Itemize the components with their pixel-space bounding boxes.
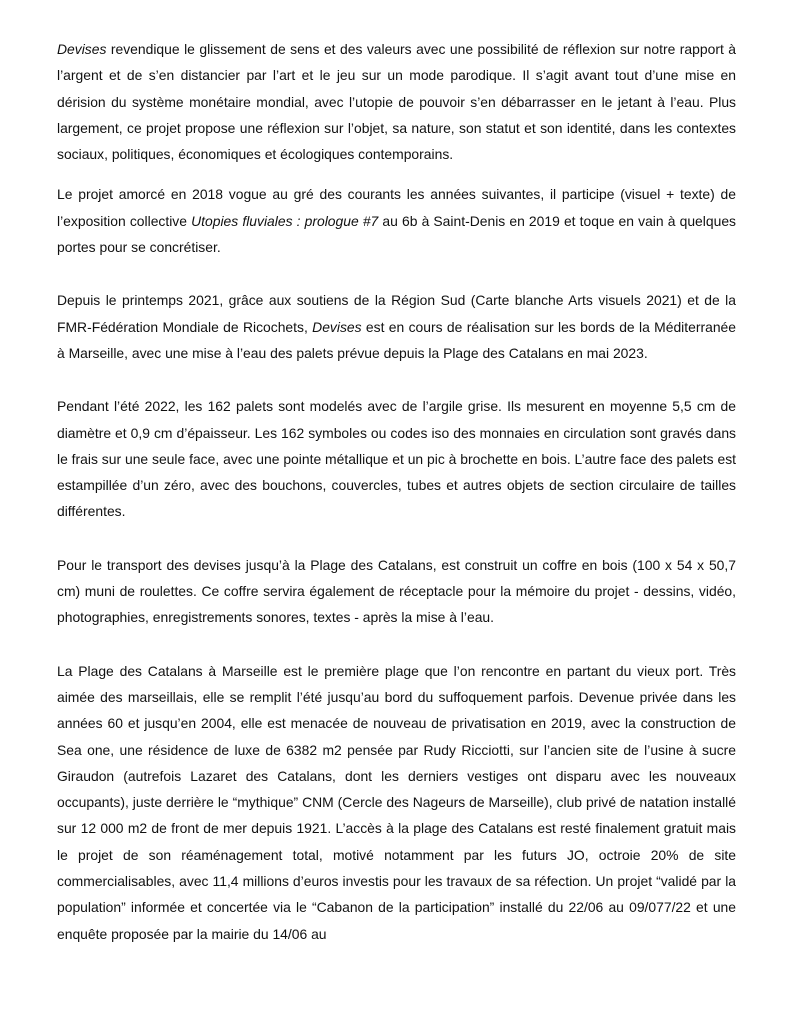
paragraph-2-text-start: Le projet amorcé en 2018 vogue au gré des courants les années suivantes, il participe (visuel + texte) de l’exposition collective <box>57 186 736 229</box>
paragraph-2 <box>57 181 736 260</box>
paragraph-5 <box>57 552 736 631</box>
paragraph-1-italic-devises: Devises <box>57 41 107 57</box>
paragraph-1-text: revendique le glissement de sens et des valeurs avec une possibilité de réflexion sur notre rapport à l’argent et de s’en distancier par l’art et le jeu sur un mode parodique. Il s’agit avant tout d’une mise en dérision du système monétaire mondial, avec l’utopie de pouvoir s’en débarrasser en le jetant à l’eau. Plus largement, ce projet propose une réflexion sur l’objet, sa nature, son statut et son identité, dans les contextes sociaux, politiques, économiques et écologiques contemporains. <box>57 41 736 163</box>
paragraph-6 <box>57 658 736 947</box>
paragraph-1 <box>57 36 736 167</box>
paragraph-3-italic-devises: Devises <box>312 318 362 335</box>
paragraph-2-text-end: au 6b à Saint-Denis en 2019 et toque en vain à quelques portes pour se concrétiser. <box>57 212 736 256</box>
paragraph-5-text: Pour le transport des devises jusqu’à la Plage des Catalans, est construit un coffre en bois (100 x 54 x 50,7 cm) muni de roulettes. Ce coffre servira également de réceptacle pour la mémoire du projet - dessins, vidéo, photographies, enregistrements sonores, textes - après la mise à l’eau. <box>57 556 736 626</box>
paragraph-3-text-start: Depuis le printemps 2021, grâce aux soutiens de la Région Sud (Carte blanche Arts visuels 2021) et de la FMR-Fédération Mondiale de Ricochets, <box>57 292 736 335</box>
paragraph-4 <box>57 393 736 524</box>
document-page <box>57 36 736 947</box>
paragraph-2-italic-exhibition-title: Utopies fluviales : prologue #7 <box>191 212 379 229</box>
paragraph-3 <box>57 287 736 366</box>
paragraph-4-text: Pendant l’été 2022, les 162 palets sont modelés avec de l’argile grise. Ils mesurent en moyenne 5,5 cm de diamètre et 0,9 cm d’épaisseur. Les 162 symboles ou codes iso des monnaies en circulation sont gravés dans le frais sur une seule face, avec une pointe métallique et un pic à brochette en bois. L’autre face des palets est estampillée d’un zéro, avec des bouchons, couvercles, tubes et autres objets de section circulaire de tailles différentes. <box>57 398 736 520</box>
paragraph-6-text: La Plage des Catalans à Marseille est le première plage que l’on rencontre en partant du vieux port. Très aimée des marseillais, elle se remplit l’été jusqu’au bord du suffoquement parfois. Devenue privée dans les années 60 et jusqu’en 2004, elle est menacée de nouveau de privatisation en 2019, avec la construction de Sea one, une résidence de luxe de 6382 m2 pensée par Rudy Ricciotti, sur l’ancien site de l’usine à sucre Giraudon (autrefois Lazaret des Catalans, dont les derniers vestiges ont disparu avec les nouveaux occupants), juste derrière le “mythique” CNM (Cercle des Nageurs de Marseille), club privé de natation installé sur 12 000 m2 de front de mer depuis 1921. L’accès à la plage des Catalans est resté finalement gratuit mais le projet de son réaménagement total, motivé notamment par les futurs JO, octroie 20% de site commercialisables, avec 11,4 millions d’euros investis pour les travaux de sa réfection. Un projet “validé par la population” informée et concertée via le “Cabanon de la participation” installé du 22/06 au 09/077/22 et une enquête proposée par la mairie du 14/06 au <box>57 662 736 942</box>
paragraph-3-text-end: est en cours de réalisation sur les bords de la Méditerranée à Marseille, avec une mise à l’eau des palets prévue depuis la Plage des Catalans en mai 2023. <box>57 318 736 361</box>
